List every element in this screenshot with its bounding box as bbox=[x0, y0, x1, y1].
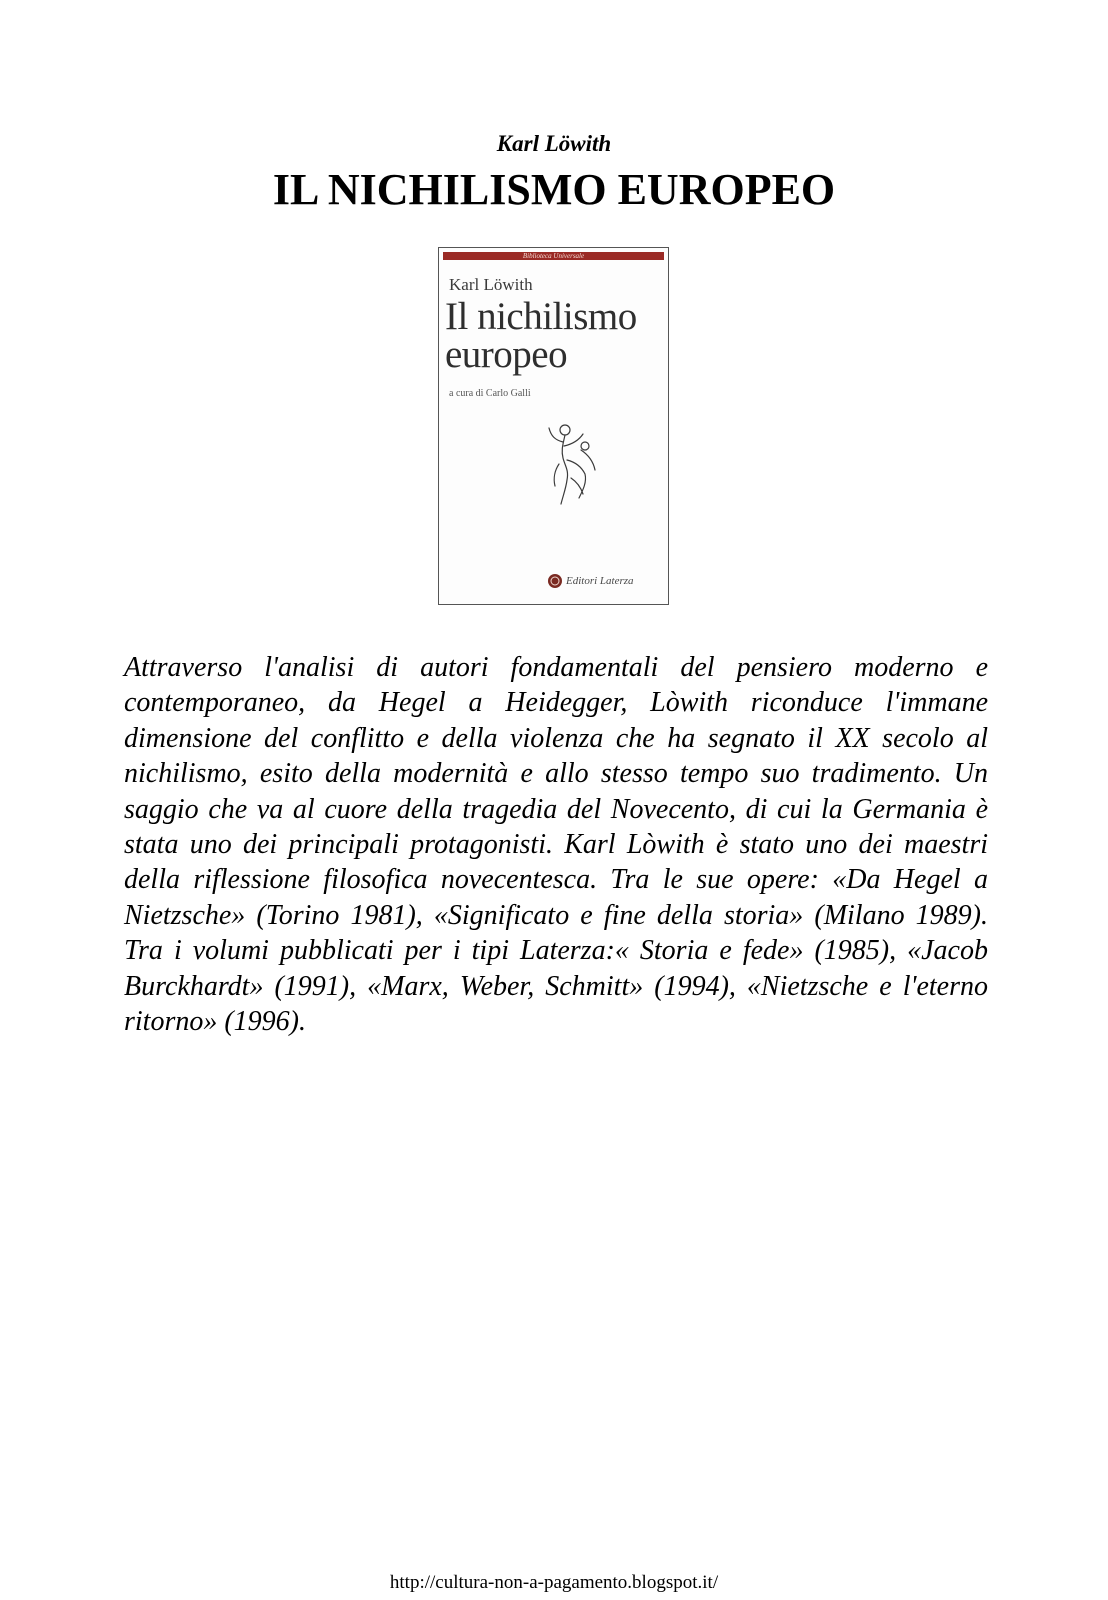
author-name: Karl Löwith bbox=[496, 131, 612, 156]
cover-title-line2: europeo bbox=[445, 333, 568, 376]
publisher-logo-icon bbox=[547, 573, 563, 589]
cover-publisher: Editori Laterza bbox=[566, 575, 634, 587]
cover-author: Karl Löwith bbox=[449, 275, 533, 294]
description-paragraph: Attraverso l'analisi di autori fondamentali del pensiero moderno e contemporaneo, da Hegel a Heidegger, Lòwith riconduce l'immane dimensione del conflitto e della violenza che ha segnato il XX secolo al nichilismo, esito della modernità e allo stesso tempo suo tradimento. Un saggio che va al cuore della tragedia del Novecento, di cui la Germania è stata uno dei principali protagonisti. Karl Lòwith è stato uno dei maestri della riflessione filosofica novecentesca. Tra le sue opere: «Da Hegel a Nietzsche» (Torino 1981), «Significato e fine della storia» (Milano 1989). Tra i volumi pubblicati per i tipi Laterza:« Storia e fede» (1985), «Jacob Burckhardt» (1991), «Marx, Weber, Schmitt» (1994), «Nietzsche e l'eterno ritorno» (1996). bbox=[124, 652, 988, 1038]
cover-series-band: Biblioteca Universale bbox=[443, 252, 664, 260]
cover-editor: a cura di Carlo Galli bbox=[449, 388, 531, 399]
book-title: IL NICHILISMO EUROPEO bbox=[272, 165, 836, 214]
cover-title bbox=[445, 295, 637, 376]
cover-title-line1: Il nichilismo bbox=[445, 295, 637, 338]
footer-url: http://cultura-non-a-pagamento.blogspot.it/ bbox=[389, 1572, 719, 1593]
book-cover-image bbox=[438, 247, 669, 605]
sketch-figure-illustration bbox=[543, 420, 605, 506]
